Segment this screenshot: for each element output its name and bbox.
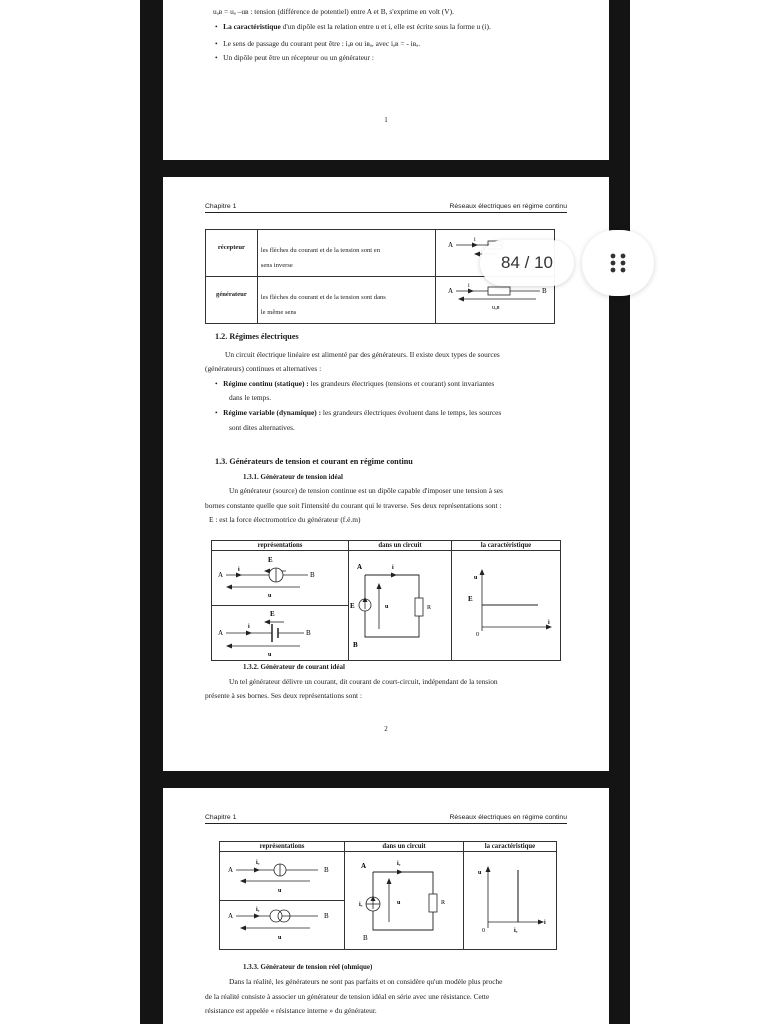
section-1-3-title: 1.3. Générateurs de tension et courant en régime continu [215, 457, 413, 466]
bullet-text: Le sens de passage du courant peut être : iₐʙ ou iʙₐ, avec iₐʙ = - iʙₐ. [223, 39, 421, 48]
paragraph-line: Dans la réalité, les générateurs ne sont pas parfaits et on considère qu'un modèle plus proche [229, 977, 503, 986]
label-zero: 0 [482, 928, 485, 934]
label-e: E [268, 556, 273, 564]
representation-cell [220, 852, 345, 901]
row-name: récepteur [206, 230, 258, 277]
label-b: B [310, 571, 315, 579]
header-chapter: Chapitre 1 [205, 814, 237, 821]
paragraph-line: Un tel générateur délivre un courant, dit courant de court-circuit, indépendant de la tension [229, 677, 498, 686]
label-b: B [324, 866, 329, 874]
label-e: E [350, 602, 355, 610]
current-generator-table [219, 841, 557, 950]
row-name: générateur [206, 277, 258, 324]
label-i: i [548, 620, 550, 626]
page-indicator-badge: 84 / 10 [480, 240, 574, 286]
section-1-2-title: 1.2. Régimes électriques [215, 332, 299, 341]
label-u: u [278, 888, 282, 894]
label-ig: iₒ [256, 860, 260, 866]
bullet-text: Un dipôle peut être un récepteur ou un générateur : [223, 53, 374, 62]
document-page-3 [163, 788, 609, 1024]
paragraph-line: dans le temps. [229, 393, 272, 402]
section-1-3-1-title: 1.3.1. Générateur de tension idéal [243, 473, 344, 481]
characteristic-cell [452, 551, 561, 661]
label-u: u [478, 870, 482, 876]
bullet-regime-continu: • Régime continu (statique) : les grandeurs électriques (tensions et courant) sont invariantes [215, 379, 495, 388]
label-u: u [385, 604, 389, 610]
voltage-source-circle-diagram [212, 551, 348, 603]
label-uab: uₐʙ [492, 305, 500, 311]
bullet-text: les grandeurs électriques (tensions et courant) sont invariantes [308, 379, 495, 388]
paragraph-line: présente à ses bornes. Ses deux représentations sont : [205, 691, 363, 700]
paragraph-line: (générateurs) continues et alternatives : [205, 364, 322, 373]
label-u: u [268, 593, 272, 599]
col-header: la caractéristique [452, 541, 561, 551]
label-zero: 0 [476, 632, 479, 638]
table-header-row [212, 541, 561, 551]
grid-dots-icon [609, 252, 627, 274]
section-1-3-3-title: 1.3.3. Générateur de tension réel (ohmique) [243, 963, 373, 971]
col-header: la caractéristique [464, 842, 557, 852]
current-source-double-circle-diagram [220, 901, 344, 947]
label-b: B [542, 287, 547, 295]
bullet-text: d'un dipôle est la relation entre u et i, elle est écrite sous la forme u (i). [280, 22, 491, 31]
label-e: E [468, 595, 473, 603]
label-i: i [238, 567, 240, 573]
label-a: A [357, 563, 363, 571]
desc-line: le même sens [260, 309, 297, 316]
label-a: A [218, 571, 224, 579]
desc-line: sens inverse [260, 262, 293, 269]
bullet-sens-courant: • Le sens de passage du courant peut être : iₐʙ ou iʙₐ, avec iₐʙ = - iʙₐ. [215, 39, 421, 48]
label-a: A [218, 629, 224, 637]
label-i: i [544, 920, 546, 926]
menu-button[interactable] [582, 230, 654, 296]
bullet-dipole: • Un dipôle peut être un récepteur ou un générateur : [215, 53, 374, 62]
table-row [212, 551, 561, 606]
paragraph-line: Un circuit électrique linéaire est alimenté par des générateurs. Il existe deux types de sources [225, 350, 500, 359]
paragraph-line: bornes constante quelle que soit l'intensité du courant qui le traverse. Ses deux représentations sont : [205, 501, 502, 510]
label-i: i [392, 565, 394, 571]
document-page-1 [163, 0, 609, 160]
col-header: représentations [220, 842, 345, 852]
bullet-regime-variable: • Régime variable (dynamique) : les grandeurs électriques évoluent dans le temps, les sources [215, 408, 502, 417]
bullet-bold-term: Régime variable (dynamique) : [223, 408, 322, 417]
label-ig: iₒ [514, 928, 518, 934]
desc-line: les flèches du courant et de la tension sont en [260, 247, 380, 254]
bullet-bold-term: Régime continu (statique) : [223, 379, 309, 388]
section-1-3-2-title: 1.3.2. Générateur de courant idéal [243, 663, 345, 671]
label-u: u [268, 652, 272, 658]
table-row [220, 852, 557, 901]
label-b: B [306, 629, 311, 637]
representation-cell [212, 606, 349, 661]
circuit-cell [349, 551, 452, 661]
label-ig: iₒ [397, 861, 401, 867]
current-characteristic-graph [464, 852, 556, 944]
tension-definition-line: uₐʙ = uₐ –uʙ : tension (différence de potentiel) entre A et B, s'exprime en volt (V). [213, 7, 454, 16]
voltage-generator-table [211, 540, 561, 661]
characteristic-cell [464, 852, 557, 950]
voltage-source-battery-diagram [212, 606, 348, 658]
label-a: A [228, 866, 234, 874]
header-title: Réseaux électriques en régime continu [449, 203, 567, 210]
paragraph-line: Un générateur (source) de tension continue est un dipôle capable d'imposer une tension à ses [229, 486, 503, 495]
representation-cell [212, 551, 349, 606]
label-a: A [448, 241, 454, 249]
header-chapter: Chapitre 1 [205, 203, 237, 210]
circuit-cell [345, 852, 464, 950]
bullet-bold-term: La caractéristique [223, 22, 281, 31]
label-a: A [448, 287, 454, 295]
paragraph-line: résistance est appelée « résistance interne » du générateur. [205, 1006, 377, 1015]
col-header: dans un circuit [345, 842, 464, 852]
page-header [205, 203, 567, 213]
row-description [257, 277, 435, 324]
bullet-caracteristique: • La caractéristique d'un dipôle est la relation entre u et i, elle est écrite sous la forme u (i). [215, 22, 491, 31]
label-i: i [248, 624, 250, 630]
row-description [257, 230, 435, 277]
page-number: 2 [384, 725, 388, 733]
current-source-single-circle-diagram [220, 852, 344, 898]
desc-line: les flèches du courant et de la tension sont dans [260, 294, 386, 301]
label-b: B [363, 934, 368, 942]
label-ig: iₒ [256, 907, 260, 913]
label-b: B [353, 641, 358, 649]
label-u: u [397, 900, 401, 906]
label-u: u [278, 935, 282, 941]
voltage-characteristic-graph [452, 551, 560, 655]
label-i: i [474, 237, 476, 243]
label-r: R [427, 605, 432, 611]
page-number: 1 [384, 116, 388, 124]
label-r: R [441, 900, 446, 906]
bullet-text: les grandeurs électriques évoluent dans le temps, les sources [321, 408, 502, 417]
paragraph-line: sont dites alternatives. [229, 423, 295, 432]
paragraph-line: E : est la force électromotrice du générateur (f.é.m) [209, 515, 361, 524]
label-ig: iₒ [359, 902, 363, 908]
label-u: u [474, 575, 478, 581]
voltage-circuit-diagram [349, 551, 451, 655]
label-a: A [228, 912, 234, 920]
col-header: représentations [212, 541, 349, 551]
representation-cell [220, 901, 345, 950]
label-a: A [361, 862, 367, 870]
page-header [205, 814, 567, 824]
col-header: dans un circuit [349, 541, 452, 551]
current-circuit-diagram [345, 852, 463, 944]
paragraph-line: de la réalité consiste à associer un générateur de tension idéal en série avec une résistance. Cette [205, 992, 490, 1001]
label-e: E [270, 610, 275, 618]
label-b: B [324, 912, 329, 920]
label-i: i [468, 283, 470, 289]
table-header-row [220, 842, 557, 852]
header-title: Réseaux électriques en régime continu [449, 814, 567, 821]
